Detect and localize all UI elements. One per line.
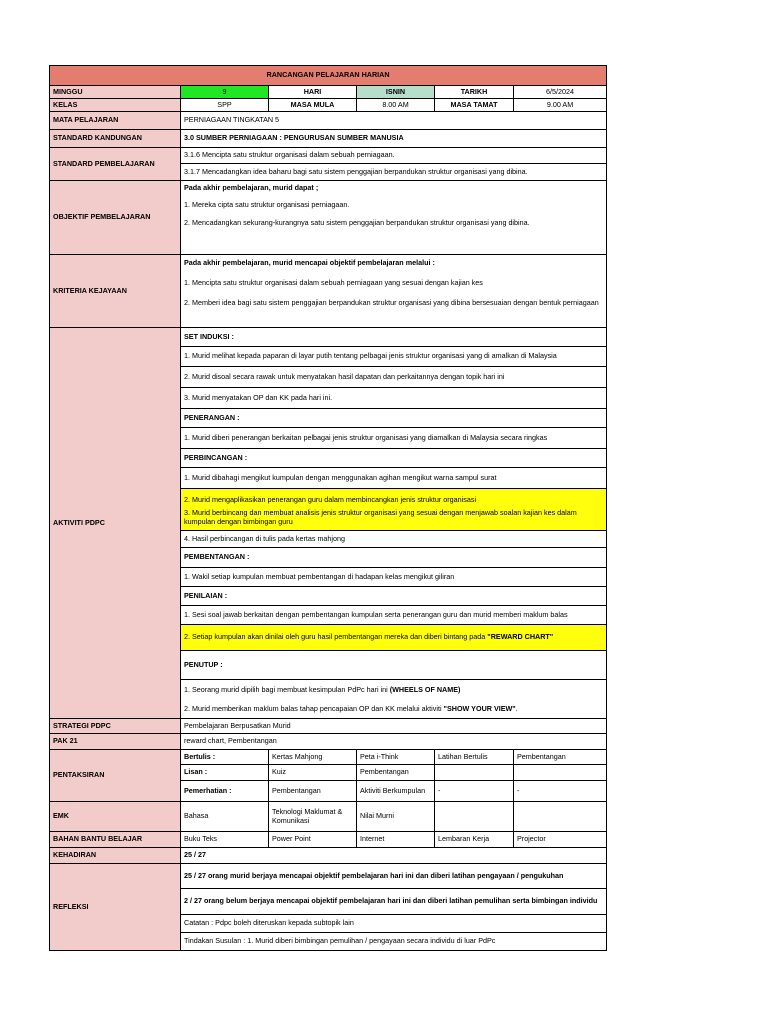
perbincangan-heading: PERBINCANGAN :: [181, 449, 607, 468]
pentaksiran-cell: [514, 765, 607, 781]
bbb-label: BAHAN BANTU BELAJAR: [50, 832, 181, 848]
masa-tamat-label: MASA TAMAT: [435, 99, 514, 112]
bbb-cell: Projector: [514, 832, 607, 848]
refleksi-line: 25 / 27 orang murid berjaya mencapai objektif pembelajaran hari ini dan diberi latihan pengayaan / pengukuhan: [181, 864, 607, 889]
masa-tamat-value: 9.00 AM: [514, 99, 607, 112]
objektif-label: OBJEKTIF PEMBELAJARAN: [50, 181, 181, 255]
objektif-content: [181, 181, 607, 255]
wheels-of-name-text: (WHEELS OF NAME): [389, 684, 461, 694]
perbincangan-item: 1. Murid dibahagi mengikut kumpulan dengan menggunakan agihan mengikut warna sampul surat: [181, 468, 607, 489]
kriteria-label: KRITERIA KEJAYAAN: [50, 255, 181, 328]
pentaksiran-cell: Peta i-Think: [357, 750, 435, 765]
pentaksiran-cell: -: [514, 781, 607, 802]
penutup-heading: PENUTUP :: [181, 651, 607, 680]
pentaksiran-cell: Pembentangan: [514, 750, 607, 765]
pentaksiran-cell: Pembentangan: [269, 781, 357, 802]
pentaksiran-label: PENTAKSIRAN: [50, 750, 181, 802]
strategi-value: Pembelajaran Berpusatkan Murid: [181, 719, 607, 734]
perbincangan-item: 4. Hasil perbincangan di tulis pada kertas mahjong: [181, 531, 607, 548]
bbb-cell: Lembaran Kerja: [435, 832, 514, 848]
penilaian-heading: PENILAIAN :: [181, 587, 607, 606]
emk-cell: Nilai Murni: [357, 802, 435, 832]
bbb-cell: Internet: [357, 832, 435, 848]
pentaksiran-cell: Kuiz: [269, 765, 357, 781]
penutup-item-text: 1. Seorang murid dipilih bagi membuat kesimpulan PdPc hari ini: [184, 684, 390, 694]
pentaksiran-cell: [435, 765, 514, 781]
penerangan-heading: PENERANGAN :: [181, 409, 607, 428]
mata-pelajaran-label: MATA PELAJARAN: [50, 112, 181, 130]
emk-cell: Teknologi Maklumat & Komunikasi: [269, 802, 357, 832]
penilaian-item: 1. Sesi soal jawab berkaitan dengan pembentangan kumpulan serta penerangan guru dan murid memberi maklum balas: [181, 606, 607, 625]
mata-pelajaran-value: PERNIAGAAN TINGKATAN 5: [181, 112, 607, 130]
pentaksiran-cell: -: [435, 781, 514, 802]
kehadiran-label: KEHADIRAN: [50, 848, 181, 864]
standard-pembelajaran-label: STANDARD PEMBELAJARAN: [50, 148, 181, 181]
pentaksiran-cell: Pembentangan: [357, 765, 435, 781]
penerangan-item: 1. Murid diberi penerangan berkaitan pelbagai jenis struktur organisasi yang diamalkan di Malaysia secara ringkas: [181, 428, 607, 449]
emk-cell: [514, 802, 607, 832]
refleksi-line: 2 / 27 orang belum berjaya mencapai objektif pembelajaran hari ini dan diberi latihan pemulihan serta bimbingan individu: [181, 889, 607, 915]
tarikh-label: TARIKH: [435, 86, 514, 99]
page-title: RANCANGAN PELAJARAN HARIAN: [50, 66, 607, 86]
reward-chart-text: "REWARD CHART": [487, 632, 554, 642]
objektif-intro: Pada akhir pembelajaran, murid dapat ;: [184, 183, 319, 192]
refleksi-catatan: Catatan : Pdpc boleh diteruskan kepada subtopik lain: [181, 915, 607, 933]
pentaksiran-cell: Latihan Bertulis: [435, 750, 514, 765]
penutup-item: [181, 700, 607, 719]
kriteria-content: [181, 255, 607, 328]
kriteria-item: 1. Mencipta satu struktur organisasi dalam sebuah perniagaan yang sesuai dengan kajian kes: [184, 278, 483, 288]
minggu-label: MINGGU: [50, 86, 181, 99]
penutup-period: .: [515, 703, 518, 713]
pak21-label: PAK 21: [50, 734, 181, 750]
standard-pembelajaran-item: 3.1.7 Mencadangkan idea baharu bagi satu sistem penggajian berpandukan struktur organisasi yang dibina.: [181, 164, 607, 181]
kelas-label: KELAS: [50, 99, 181, 112]
bbb-cell: Buku Teks: [181, 832, 269, 848]
kriteria-intro: Pada akhir pembelajaran, murid mencapai objektif pembelajaran melalui :: [184, 258, 435, 267]
kriteria-item: 2. Memberi idea bagi satu sistem penggajian berpandukan struktur organisasi yang dibina bersesuaian dengan bentuk perniagaan: [184, 297, 599, 307]
standard-kandungan-value: 3.0 SUMBER PERNIAGAAN : PENGURUSAN SUMBER MANUSIA: [181, 130, 607, 148]
induksi-item: 3. Murid menyatakan OP dan KK pada hari ini.: [181, 388, 607, 409]
perbincangan-item-highlighted: 3. Murid berbincang dan membuat analisis jenis struktur organisasi yang sesuai dengan menjawab soalan kajian kes dalam kumpulan dengan bimbingan guru: [181, 506, 607, 531]
refleksi-tindakan: Tindakan Susulan : 1. Murid diberi bimbingan pemulihan / pengayaan secara individu di luar PdPc: [181, 933, 607, 951]
kehadiran-value: 25 / 27: [181, 848, 607, 864]
pembentangan-item: 1. Wakil setiap kumpulan membuat pembentangan di hadapan kelas mengikut giliran: [181, 568, 607, 587]
objektif-item: 1. Mereka cipta satu struktur organisasi perniagaan.: [184, 200, 350, 210]
tarikh-value: 6/5/2024: [514, 86, 607, 99]
penutup-item: [181, 680, 607, 700]
kelas-value: SPP: [181, 99, 269, 112]
pentaksiran-type: Lisan :: [181, 765, 269, 781]
aktiviti-label: AKTIVITI PDPC: [50, 328, 181, 719]
pentaksiran-type: Bertulis :: [181, 750, 269, 765]
pembentangan-heading: PEMBENTANGAN :: [181, 548, 607, 568]
penutup-item-text: 2. Murid memberikan maklum balas tahap pencapaian OP dan KK melalui aktiviti: [184, 703, 444, 713]
show-your-view-text: "SHOW YOUR VIEW": [443, 703, 516, 713]
penilaian-item-highlighted: [181, 625, 607, 651]
pentaksiran-cell: Kertas Mahjong: [269, 750, 357, 765]
bbb-cell: Power Point: [269, 832, 357, 848]
pentaksiran-cell: Aktiviti Berkumpulan: [357, 781, 435, 802]
objektif-item: 2. Mencadangkan sekurang-kurangnya satu sistem penggajian berpandukan struktur organisasi yang dibina.: [184, 217, 530, 227]
induksi-item: 2. Murid disoal secara rawak untuk menyatakan hasil dapatan dan perkaitannya dengan topik hari ini: [181, 367, 607, 388]
emk-label: EMK: [50, 802, 181, 832]
minggu-value: 9: [181, 86, 269, 99]
induksi-item: 1. Murid melihat kepada paparan di layar putih tentang pelbagai jenis struktur organisasi yang di amalkan di Malaysia: [181, 347, 607, 367]
masa-mula-label: MASA MULA: [269, 99, 357, 112]
emk-cell: Bahasa: [181, 802, 269, 832]
masa-mula-value: 8.00 AM: [357, 99, 435, 112]
hari-label: HARI: [269, 86, 357, 99]
refleksi-label: REFLEKSI: [50, 864, 181, 951]
penilaian-item-text: 2. Setiap kumpulan akan dinilai oleh guru hasil pembentangan mereka dan diberi bintang pada: [184, 632, 488, 642]
standard-kandungan-label: STANDARD KANDUNGAN: [50, 130, 181, 148]
strategi-label: STRATEGI PDPC: [50, 719, 181, 734]
emk-cell: [435, 802, 514, 832]
standard-pembelajaran-item: 3.1.6 Mencipta satu struktur organisasi dalam sebuah perniagaan.: [181, 148, 607, 164]
set-induksi-heading: SET INDUKSI :: [181, 328, 607, 347]
perbincangan-item-highlighted: 2. Murid mengaplikasikan penerangan guru dalam membincangkan jenis struktur organisasi: [181, 489, 607, 506]
hari-value: ISNIN: [357, 86, 435, 99]
pak21-value: reward chart, Pembentangan: [181, 734, 607, 750]
pentaksiran-type: Pemerhatian :: [181, 781, 269, 802]
lesson-plan-table: [49, 65, 607, 951]
